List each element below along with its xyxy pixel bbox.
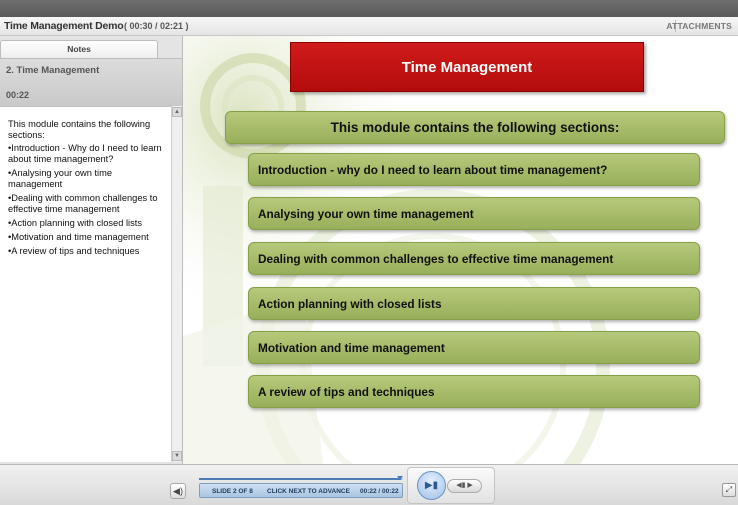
- tab-notes[interactable]: Notes: [0, 40, 158, 58]
- seek-back-icon[interactable]: ◀▮: [456, 482, 466, 489]
- slide-stage: [183, 36, 738, 464]
- status-bar: [199, 483, 403, 498]
- notes-scrollbar[interactable]: [171, 106, 182, 462]
- player-controls: [0, 464, 738, 505]
- seek-forward-icon[interactable]: ▶: [467, 482, 473, 489]
- play-icon[interactable]: ▶▮: [417, 471, 446, 500]
- sidebar: [0, 36, 183, 464]
- section-item-challenges[interactable]: Dealing with common challenges to effective time management: [248, 242, 700, 275]
- notes-intro: This module contains the following sections:: [8, 119, 151, 140]
- volume-icon[interactable]: ◀): [170, 483, 186, 499]
- attachments-button[interactable]: ATTACHMENTS: [666, 21, 732, 31]
- fullscreen-icon[interactable]: ⤢: [722, 483, 736, 497]
- presentation-title: Time Management Demo: [4, 20, 124, 32]
- section-item-review[interactable]: A review of tips and techniques: [248, 375, 700, 408]
- seek-buttons[interactable]: [447, 479, 482, 493]
- section-item-introduction[interactable]: Introduction - why do I need to learn about time management?: [248, 153, 700, 186]
- slide-name: 2. Time Management: [6, 65, 100, 76]
- slide-counter: SLIDE 2 OF 8: [212, 488, 253, 495]
- scroll-up-icon[interactable]: ▲: [172, 107, 182, 117]
- notes-bullet: •Dealing with common challenges to effective time management: [8, 193, 158, 214]
- window-top-bar: [0, 0, 738, 17]
- slide-info: [0, 58, 182, 106]
- section-item-motivation[interactable]: Motivation and time management: [248, 331, 700, 364]
- slide-time: 00:22: [6, 90, 30, 100]
- notes-panel: [0, 106, 171, 462]
- progress-fill: [199, 478, 401, 480]
- advance-hint: CLICK NEXT TO ADVANCE: [267, 488, 350, 495]
- section-item-action-planning[interactable]: Action planning with closed lists: [248, 287, 700, 320]
- progress-handle[interactable]: [397, 476, 403, 480]
- slide-title: Time Management: [290, 42, 644, 92]
- notes-bullet: •Motivation and time management: [8, 232, 149, 242]
- notes-bullet: •Analysing your own time management: [8, 168, 113, 189]
- notes-bullet: •Action planning with closed lists: [8, 218, 142, 228]
- section-item-analysing[interactable]: Analysing your own time management: [248, 197, 700, 230]
- title-bar: [0, 17, 738, 36]
- notes-bullet: •A review of tips and techniques: [8, 246, 140, 256]
- presentation-time: ( 00:30 / 02:21 ): [124, 21, 189, 31]
- sections-heading: This module contains the following sections:: [225, 111, 725, 144]
- playback-clock: 00:22 / 00:22: [360, 488, 399, 495]
- scroll-down-icon[interactable]: ▼: [172, 451, 182, 461]
- notes-bullet: •Introduction - Why do I need to learn about time management?: [8, 143, 162, 164]
- progress-track[interactable]: [199, 478, 403, 480]
